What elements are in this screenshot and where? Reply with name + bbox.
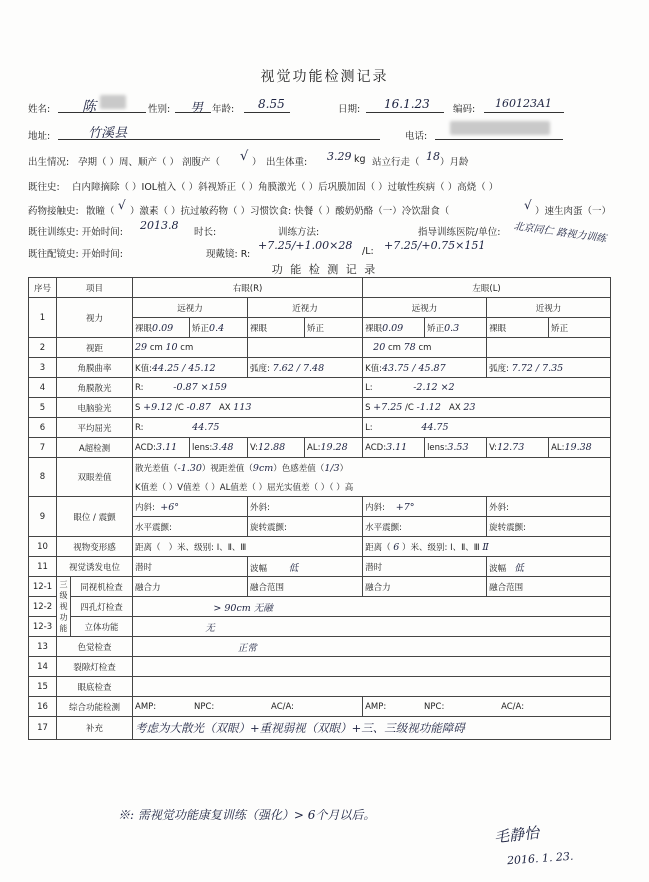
glasses-left-value: +7.25/+0.75×151: [384, 239, 486, 252]
table-row: 8 双眼差值 散光差值（-1.30）视距差值（9cm）色感差值（1/3）: [29, 458, 611, 478]
section-title: 功 能 检 测 记 录: [271, 263, 378, 276]
address-value: 竹溪县: [88, 126, 128, 141]
birth-check-mark: √: [240, 149, 249, 164]
name-value: 陈: [82, 99, 96, 115]
page-title: 视觉功能检测记录: [260, 69, 389, 85]
table-row: 13 色觉检查 正常: [29, 637, 611, 657]
table-row: 12-3 立体功能 无: [29, 617, 611, 637]
table-row: 12-1 三级视功能 同视机检查 融合力 融合范围 融合力 融合范围: [29, 577, 611, 597]
table-row: 17 补充 考虑为大散光（双眼）+重视弱视（双眼）+三、三级视功能障碍: [29, 717, 611, 740]
table-row: 4 角膜散光 R: -0.87 ×159 L: -2.12 ×2: [29, 378, 611, 398]
table-header-row: 序号 项目 右眼(R) 左眼(L): [29, 278, 611, 298]
signature: 毛静怡: [493, 823, 540, 847]
name-label: 姓名:: [28, 104, 51, 115]
sex-label: 性别:: [148, 104, 171, 115]
date-value: 16.1.23: [384, 97, 430, 111]
handwritten-note: ※: 需视觉功能康复训练（强化）> 6个月以后。: [118, 808, 376, 822]
table-row: 12-2 四孔灯检查 > 90cm 无融: [29, 597, 611, 617]
glasses-label: 既往配镜史: 开始时间:: [28, 249, 123, 260]
table-row: 裸眼0.09 矫正0.4 裸眼 矫正 裸眼0.09 矫正0.3 裸眼 矫正: [29, 318, 611, 338]
table-row: 9 眼位 / 震颤 内斜: +6° 外斜: 内斜: +7° 外斜:: [29, 497, 611, 517]
function-test-table: [28, 277, 611, 740]
signature-date: 2016. 1. 23.: [506, 849, 574, 868]
history-label: 既往史:: [28, 182, 60, 193]
table-row: 14 裂隙灯检查: [29, 657, 611, 677]
redacted-phone: [450, 121, 550, 135]
birth-label: 出生情况:: [28, 157, 70, 168]
birth-options: 孕期（ ）周、顺产（ ） 剖腹产（: [78, 157, 221, 168]
age-value: 8.55: [258, 97, 285, 111]
walk-label: 站立行走（: [372, 157, 420, 168]
table-row: 5 电脑验光 S +9.12 /C -0.87 AX 113 S +7.25 /C -1.12 AX 23: [29, 398, 611, 418]
table-row: 水平震颤: 旋转震颤: 水平震颤: 旋转震颤:: [29, 517, 611, 537]
age-label: 年龄:: [212, 104, 235, 115]
table-row: 16 综合功能检测 AMP: NPC: AC/A: AMP: NPC: AC/A:: [29, 697, 611, 717]
diet-check-mark: √: [524, 198, 532, 212]
table-row: 2 视距 29 cm 10 cm 20 cm 78 cm: [29, 338, 611, 358]
weight-value: 3.29: [327, 150, 352, 163]
walk-value: 18: [426, 150, 440, 163]
drug-label: 药物接触史:: [28, 206, 79, 217]
phone-label: 电话:: [405, 131, 428, 142]
date-label: 日期:: [338, 104, 361, 115]
glasses-right-value: +7.25/+1.00×28: [258, 239, 353, 252]
table-row: 3 角膜曲率 K值:44.25 / 45.12 弧度: 7.62 / 7.48 K值:43.75 / 45.87 弧度: 7.72 / 7.35: [29, 358, 611, 378]
code-label: 编码:: [453, 104, 476, 115]
sex-value: 男: [190, 101, 204, 116]
train-hospital-value: 北京同仁 路视力训练: [512, 221, 607, 245]
record-page: 视觉功能检测记录 姓名: 陈 性别: 男 年龄: 8.55 日期: 16.1.23 编码: 160123A1 地址: 竹溪县 电话: 出生情况: 孕期（ ）周、顺产（ ） 剖腹产（ √ ） 出生体重: 3.29 kg 站立行走（ 18 ）月龄 既往史: 白内障摘除（ ）IOL植入（ ）斜视矫正（ ）角膜激光（ ）后巩膜加固（ ）过敏性疾病（ ）高烧（ ） 药物接触史: 散瞳（ √ ）激素（ ）抗过敏药物（ ）习惯饮食: 快餐（ ）酸奶奶酪（一）冷饮甜食（ √ ）速生肉蛋（一） 既往训练史: 开始时间: 2013.8 时长: 训练方法: 指导训练医院/单位: 北京同仁 路视力训练 既往配镜史: 开始时间: 现戴镜: R: +7.25/+1.00×28 /L: +7.25/+0.75×151 功 能 检 测 记 录 序号 项目 右眼(R) 左眼(L) 1 视力 远视力 近视力 远视力 近视力 裸眼0.09 矫正0.4 裸眼 矫正 裸眼0.09 矫正0.3 裸眼 矫正 2 视距 29 cm 10 cm 20 cm 78 cm 3 角膜曲率 K值:44.25 / 45.12 弧度: 7.62 / 7.48 K值:43.75 / 45.87 弧度: 7.72 / 7.35 4 角膜散光 R: -0.87 ×159 L: -2.12 ×2 5 电脑验光 S +9.12 /C -0.87 AX 113 S +7.25 /C -1.12 AX 23 6 平均屈光 R: 44.75 L: 44.75 7 A超检测 ACD:3.11 lens:3.48 V:12.88 AL:19.28 ACD:3.11 lens:3.53 V:12.73 AL:19.38 8 双眼差值 散光差值（-1.30）视距差值（9cm）色感差值（1/3） K值差（ ）V值差（ ）AL值差（ ）屈光实值差（ ）（ ）高 9 眼位 / 震颤 内斜: +6° 外斜: 内斜: +7° 外斜: 水平震颤: 旋转震颤: 水平震颤: 旋转震颤: 10 视物变形感 距离（ ）米、级别: Ⅰ、Ⅱ、Ⅲ 距离（ 6 ）米、级别: Ⅰ、Ⅱ、Ⅲ Ⅱ 11 视觉诱发电位 潜时 波幅 低 潜时 波幅 低 12-1 三级视功能 同视机检查 融合力 融合范围 融合力 融合范围 12-2 四孔灯检查 > 90cm 无融 12-3 立体功能 无 13 色觉检查 正常 14 裂隙灯检查 15 眼底检查 16 综合功能检测 AMP: NPC: AC/A: AMP: NPC: AC/A: 17 补充 考虑为大散光（双眼）+重视弱视（双眼）+三、三级视功能障碍 ※: 需视觉功能康复训练（强化）> 6个月以后。 毛静怡 2016. 1. 23.: [0, 0, 649, 882]
train-label: 既往训练史: 开始时间:: [28, 227, 123, 238]
address-label: 地址:: [28, 131, 51, 142]
history-options: 白内障摘除（ ）IOL植入（ ）斜视矫正（ ）角膜激光（ ）后巩膜加固（ ）过敏性疾病（ ）高烧（ ）: [72, 182, 499, 193]
weight-label: 出生体重:: [266, 157, 308, 168]
table-row: 1 视力 远视力 近视力 远视力 近视力: [29, 298, 611, 318]
table-row: 11 视觉诱发电位 潜时 波幅 低 潜时 波幅 低: [29, 557, 611, 577]
table-row: K值差（ ）V值差（ ）AL值差（ ）屈光实值差（ ）（ ）高: [29, 477, 611, 497]
redacted-name: [100, 95, 126, 109]
drug-check-mark: √: [118, 198, 126, 212]
train-start-value: 2013.8: [140, 219, 179, 232]
table-row: 7 A超检测 ACD:3.11 lens:3.48 V:12.88 AL:19.28 ACD:3.11 lens:3.53 V:12.73 AL:19.38: [29, 438, 611, 458]
table-row: 15 眼底检查: [29, 677, 611, 697]
code-value: 160123A1: [495, 97, 552, 110]
table-row: 6 平均屈光 R: 44.75 L: 44.75: [29, 418, 611, 438]
table-row: 10 视物变形感 距离（ ）米、级别: Ⅰ、Ⅱ、Ⅲ 距离（ 6 ）米、级别: Ⅰ、Ⅱ、Ⅲ Ⅱ: [29, 537, 611, 557]
